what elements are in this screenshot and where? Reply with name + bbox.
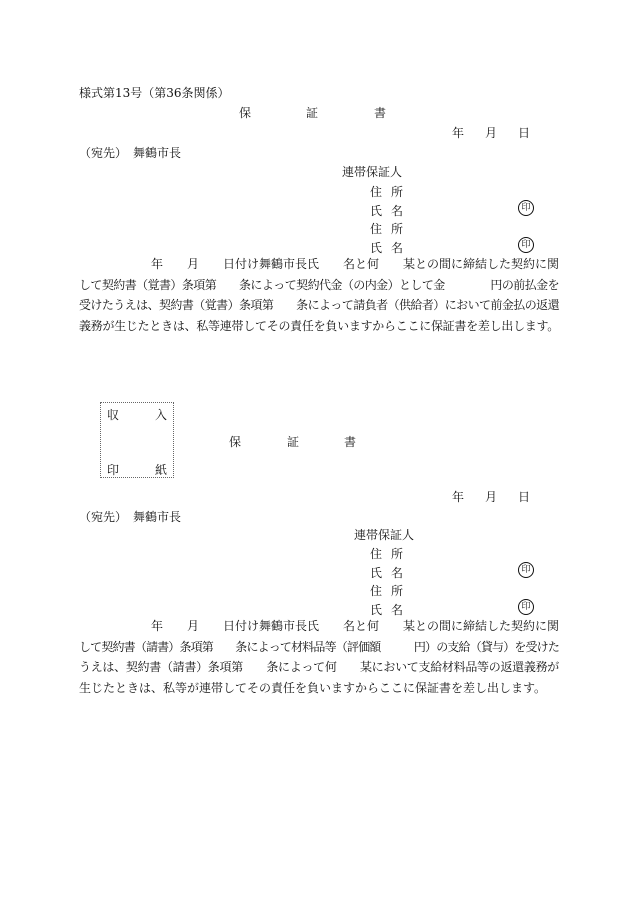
body-line: 生じたときは、私等が連帯してその責任を負いますからここに保証書を差し出します。	[79, 680, 547, 695]
seal-mark: 印	[518, 237, 534, 253]
addressee: （宛先） 舞鶴市長	[79, 146, 182, 160]
body-line: 義務が生じたときは、私等連帯してその責任を負いますからここに保証書を差し出します。	[79, 318, 560, 333]
seal-mark: 印	[518, 562, 534, 578]
seal-mark: 印	[518, 200, 534, 216]
guarantee-body-text	[79, 616, 559, 698]
body-line: 年 月 日付け舞鶴市長氏 名と何 某との間に締結した契約に関	[79, 257, 560, 271]
guarantor-heading: 連帯保証人	[354, 528, 415, 542]
guarantor-heading: 連帯保証人	[342, 165, 403, 179]
body-line: して契約書（覚書）条項第 条によって契約代金（の内金）として金 円の前払金を	[79, 277, 560, 292]
revenue-stamp-box: 収 入 印 紙	[100, 402, 174, 478]
body-line: して契約書（請書）条項第 条によって材料品等（評価額 円）の支給（貸与）を受けた	[79, 639, 560, 654]
body-line: うえは、契約書（請書）条項第 条によって何 某において支給材料品等の返還義務が	[79, 660, 560, 674]
guarantee-body-text	[79, 254, 559, 336]
body-line: 年 月 日付け舞鶴市長氏 名と何 某との間に締結した契約に関	[79, 619, 560, 633]
addressee: （宛先） 舞鶴市長	[79, 510, 182, 524]
form-label: 様式第13号（第36条関係）	[79, 86, 230, 100]
body-line: 受けたうえは、契約書（覚書）条項第 条によって請負者（供給者）において前金払の返還	[79, 298, 560, 312]
seal-mark: 印	[518, 599, 534, 615]
